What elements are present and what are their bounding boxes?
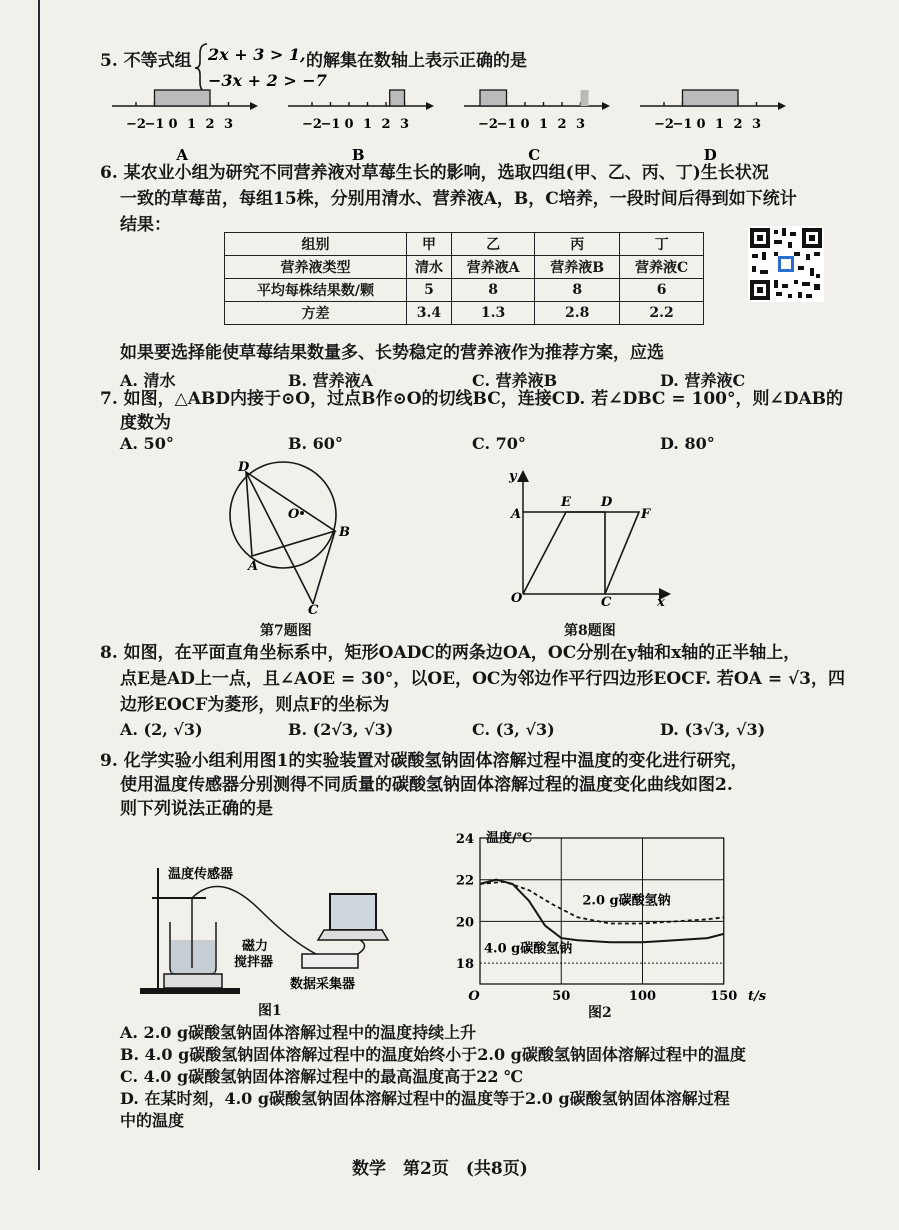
- q8-option-a[interactable]: A. (2, √3): [120, 720, 203, 739]
- q5-number: 5. 不等式组: [100, 51, 192, 71]
- number-line-a: [112, 90, 258, 164]
- x-tick-label: 50: [552, 989, 571, 1004]
- tick-label: 2: [205, 117, 215, 132]
- q8-label-d: D: [601, 495, 613, 510]
- q8-option-c[interactable]: C. (3, √3): [472, 720, 555, 739]
- tick-label: −2: [126, 117, 146, 132]
- tick-label: −1: [672, 117, 693, 132]
- q6-option-b[interactable]: B. 营养液A: [288, 371, 374, 390]
- fig1-sensor-label: 温度传感器: [168, 867, 234, 882]
- q8-label-y: y: [509, 469, 517, 484]
- axis-arrow: [602, 102, 610, 110]
- tick-label: 3: [751, 117, 762, 132]
- tick-label: 1: [714, 117, 725, 132]
- table-cell: 3.4: [407, 302, 452, 325]
- fig1-caption: 图1: [258, 1003, 282, 1019]
- q9-temperature-chart: [440, 824, 770, 1004]
- option-label: D: [703, 146, 717, 164]
- q7-label-o: O: [288, 507, 300, 522]
- tick-label: 1: [362, 117, 373, 132]
- q9-option-c[interactable]: C. 4.0 g碳酸氢钠固体溶解过程中的最高温度高于22 ℃: [120, 1067, 524, 1086]
- q8-label-a: A: [511, 507, 522, 522]
- tick-label: 2: [381, 117, 391, 132]
- tick-label: 0: [344, 117, 354, 132]
- x-tick-label: O: [468, 989, 480, 1004]
- tick-label: 2: [557, 117, 567, 132]
- q8-line1: 8. 如图，在平面直角坐标系中，矩形OADC的两条边OA，OC分别在y轴和x轴的正半轴上，: [100, 643, 801, 663]
- q8-label-o: O: [511, 591, 523, 606]
- q6-line1: 6. 某农业小组为研究不同营养液对草莓生长的影响，选取四组(甲、乙、丙、丁)生长状况: [100, 163, 769, 183]
- tick-label: −1: [320, 117, 341, 132]
- table-cell: 方差: [225, 302, 407, 325]
- q6-question: 如果要选择能使草莓结果数量多、长势稳定的营养液作为推荐方案，应选: [120, 343, 664, 363]
- number-line-d: [640, 90, 786, 164]
- q7-option-c[interactable]: C. 70°: [472, 434, 526, 453]
- q7-figure: [220, 456, 370, 618]
- q7-label-b: B: [339, 525, 350, 540]
- q8-figure: [505, 466, 685, 610]
- option-label: C: [528, 146, 541, 164]
- tick-label: −2: [478, 117, 498, 132]
- tick-label: −1: [496, 117, 517, 132]
- shaded-interval: [480, 90, 507, 106]
- table-cell: 8: [535, 279, 620, 302]
- table-cell: 组别: [225, 233, 407, 256]
- x-tick-label: 100: [628, 989, 657, 1004]
- q8-option-b[interactable]: B. (2√3, √3): [288, 720, 394, 739]
- table-cell: 营养液B: [535, 256, 620, 279]
- q8-line2: 点E是AD上一点，且∠AOE = 30°，以OE，OC为邻边作平行四边形EOCF. 若OA = √3，四: [120, 669, 846, 689]
- q9-option-d-cont: 中的温度: [120, 1111, 185, 1130]
- option-label: A: [176, 146, 189, 164]
- fig1-stirrer-label2: 搅拌器: [234, 955, 274, 970]
- table-cell: 清水: [407, 256, 452, 279]
- q5-tail: 的解集在数轴上表示正确的是: [306, 51, 527, 71]
- y-tick-label: 24: [455, 832, 474, 847]
- legend-4g: 4.0 g碳酸氢钠: [484, 941, 573, 957]
- q8-line3: 边形EOCF为菱形，则点F的坐标为: [120, 695, 390, 715]
- axis-arrow: [250, 102, 258, 110]
- y-axis-label: 温度/℃: [486, 831, 533, 846]
- tick-label: −1: [144, 117, 165, 132]
- tick-label: 0: [520, 117, 530, 132]
- tick-label: −2: [302, 117, 322, 132]
- q6-line2: 一致的草莓苗，每组15株，分别用清水、营养液A，B，C培养，一段时间后得到如下统计: [120, 189, 797, 209]
- q8-label-f: F: [641, 507, 651, 522]
- option-label: B: [351, 146, 365, 164]
- table-cell: 6: [620, 279, 704, 302]
- q6-option-d[interactable]: D. 营养液C: [660, 371, 746, 390]
- q6-stats-table: [224, 232, 704, 325]
- q7-option-b[interactable]: B. 60°: [288, 434, 343, 453]
- q9-line2: 使用温度传感器分别测得不同质量的碳酸氢钠固体溶解过程的温度变化曲线如图2.: [120, 775, 733, 795]
- fig2-caption: 图2: [588, 1005, 612, 1021]
- x-tick-label: 150: [710, 989, 738, 1004]
- tick-label: 1: [538, 117, 549, 132]
- table-cell: 丁: [620, 233, 704, 256]
- q7-option-d[interactable]: D. 80°: [660, 434, 715, 453]
- table-cell: 8: [451, 279, 534, 302]
- legend-2g: 2.0 g碳酸氢钠: [582, 893, 671, 909]
- table-cell: 2.8: [535, 302, 620, 325]
- shaded-interval: [155, 90, 211, 106]
- q7-option-a[interactable]: A. 50°: [120, 434, 174, 453]
- fig1-stirrer-label1: 磁力: [242, 939, 269, 954]
- tick-label: 2: [733, 117, 743, 132]
- q7-label-d: D: [238, 460, 250, 475]
- table-cell: 营养液A: [451, 256, 534, 279]
- tick-label: 3: [223, 117, 234, 132]
- q8-label-x: x: [657, 595, 665, 610]
- q9-option-b[interactable]: B. 4.0 g碳酸氢钠固体溶解过程中的温度始终小于2.0 g碳酸氢钠固体溶解过程中的温度: [120, 1045, 746, 1064]
- table-cell: 丙: [535, 233, 620, 256]
- q8-label-e: E: [561, 495, 571, 510]
- number-line-b: [288, 90, 434, 164]
- number-line-c: [464, 90, 610, 164]
- tick-label: 1: [186, 117, 197, 132]
- q8-option-d[interactable]: D. (3√3, √3): [660, 720, 766, 739]
- plot-frame: [480, 838, 724, 984]
- q6-option-c[interactable]: C. 营养液B: [472, 371, 558, 390]
- y-tick-label: 20: [455, 915, 474, 931]
- q9-option-d[interactable]: D. 在某时刻，4.0 g碳酸氢钠固体溶解过程中的温度等于2.0 g碳酸氢钠固体溶解过程: [120, 1089, 730, 1108]
- y-tick-label: 22: [455, 873, 474, 889]
- shaded-interval: [390, 90, 405, 106]
- q7-line2: 度数为: [120, 413, 171, 433]
- table-cell: 平均每株结果数/颗: [225, 279, 407, 302]
- q7-line1: 7. 如图，△ABD内接于⊙O，过点B作⊙O的切线BC，连接CD. 若∠DBC = 100°，则∠DAB的: [100, 389, 844, 409]
- page-footer: 数学 第2页 (共8页): [352, 1159, 528, 1179]
- fig1-collector-label: 数据采集器: [290, 977, 356, 992]
- table-cell: 营养液C: [620, 256, 704, 279]
- table-cell: 2.2: [620, 302, 704, 325]
- tick-label: −2: [654, 117, 674, 132]
- table-row: [225, 256, 704, 279]
- q7-label-c: C: [308, 603, 319, 618]
- shaded-interval: [581, 90, 589, 106]
- q9-option-a[interactable]: A. 2.0 g碳酸氢钠固体溶解过程中的温度持续上升: [120, 1023, 477, 1042]
- q5-number-lines: [110, 82, 790, 162]
- shaded-interval: [683, 90, 739, 106]
- y-tick-label: 18: [455, 957, 474, 973]
- table-cell: 营养液类型: [225, 256, 407, 279]
- q8-caption: 第8题图: [564, 623, 616, 639]
- qr-code-icon: [748, 226, 824, 302]
- q6-line3: 结果：: [120, 215, 171, 235]
- table-header-row: [225, 233, 704, 256]
- q8-label-c: C: [601, 595, 612, 610]
- q6-option-a[interactable]: A. 清水: [120, 371, 176, 390]
- q5-eq1: 2x + 3 > 1,: [208, 45, 306, 64]
- tick-label: 0: [168, 117, 178, 132]
- axis-arrow: [426, 102, 434, 110]
- tick-label: 0: [696, 117, 706, 132]
- binding-margin-line: [38, 0, 40, 1170]
- table-row: [225, 302, 704, 325]
- series-line-1: [480, 880, 724, 943]
- table-cell: 1.3: [451, 302, 534, 325]
- tick-label: 3: [575, 117, 586, 132]
- table-cell: 乙: [451, 233, 534, 256]
- table-cell: 5: [407, 279, 452, 302]
- q9-line1: 9. 化学实验小组利用图1的实验装置对碳酸氢钠固体溶解过程中温度的变化进行研究，: [100, 751, 748, 771]
- q9-apparatus-figure: [130, 850, 420, 1000]
- q7-label-a: A: [248, 559, 259, 574]
- axis-arrow: [778, 102, 786, 110]
- table-row: [225, 279, 704, 302]
- q9-line3: 则下列说法正确的是: [120, 799, 273, 819]
- q5-eq2: −3x + 2 > −7: [208, 71, 327, 90]
- tick-label: 3: [399, 117, 410, 132]
- table-cell: 甲: [407, 233, 452, 256]
- x-axis-label: t/s: [748, 989, 767, 1004]
- q7-caption: 第7题图: [260, 623, 312, 639]
